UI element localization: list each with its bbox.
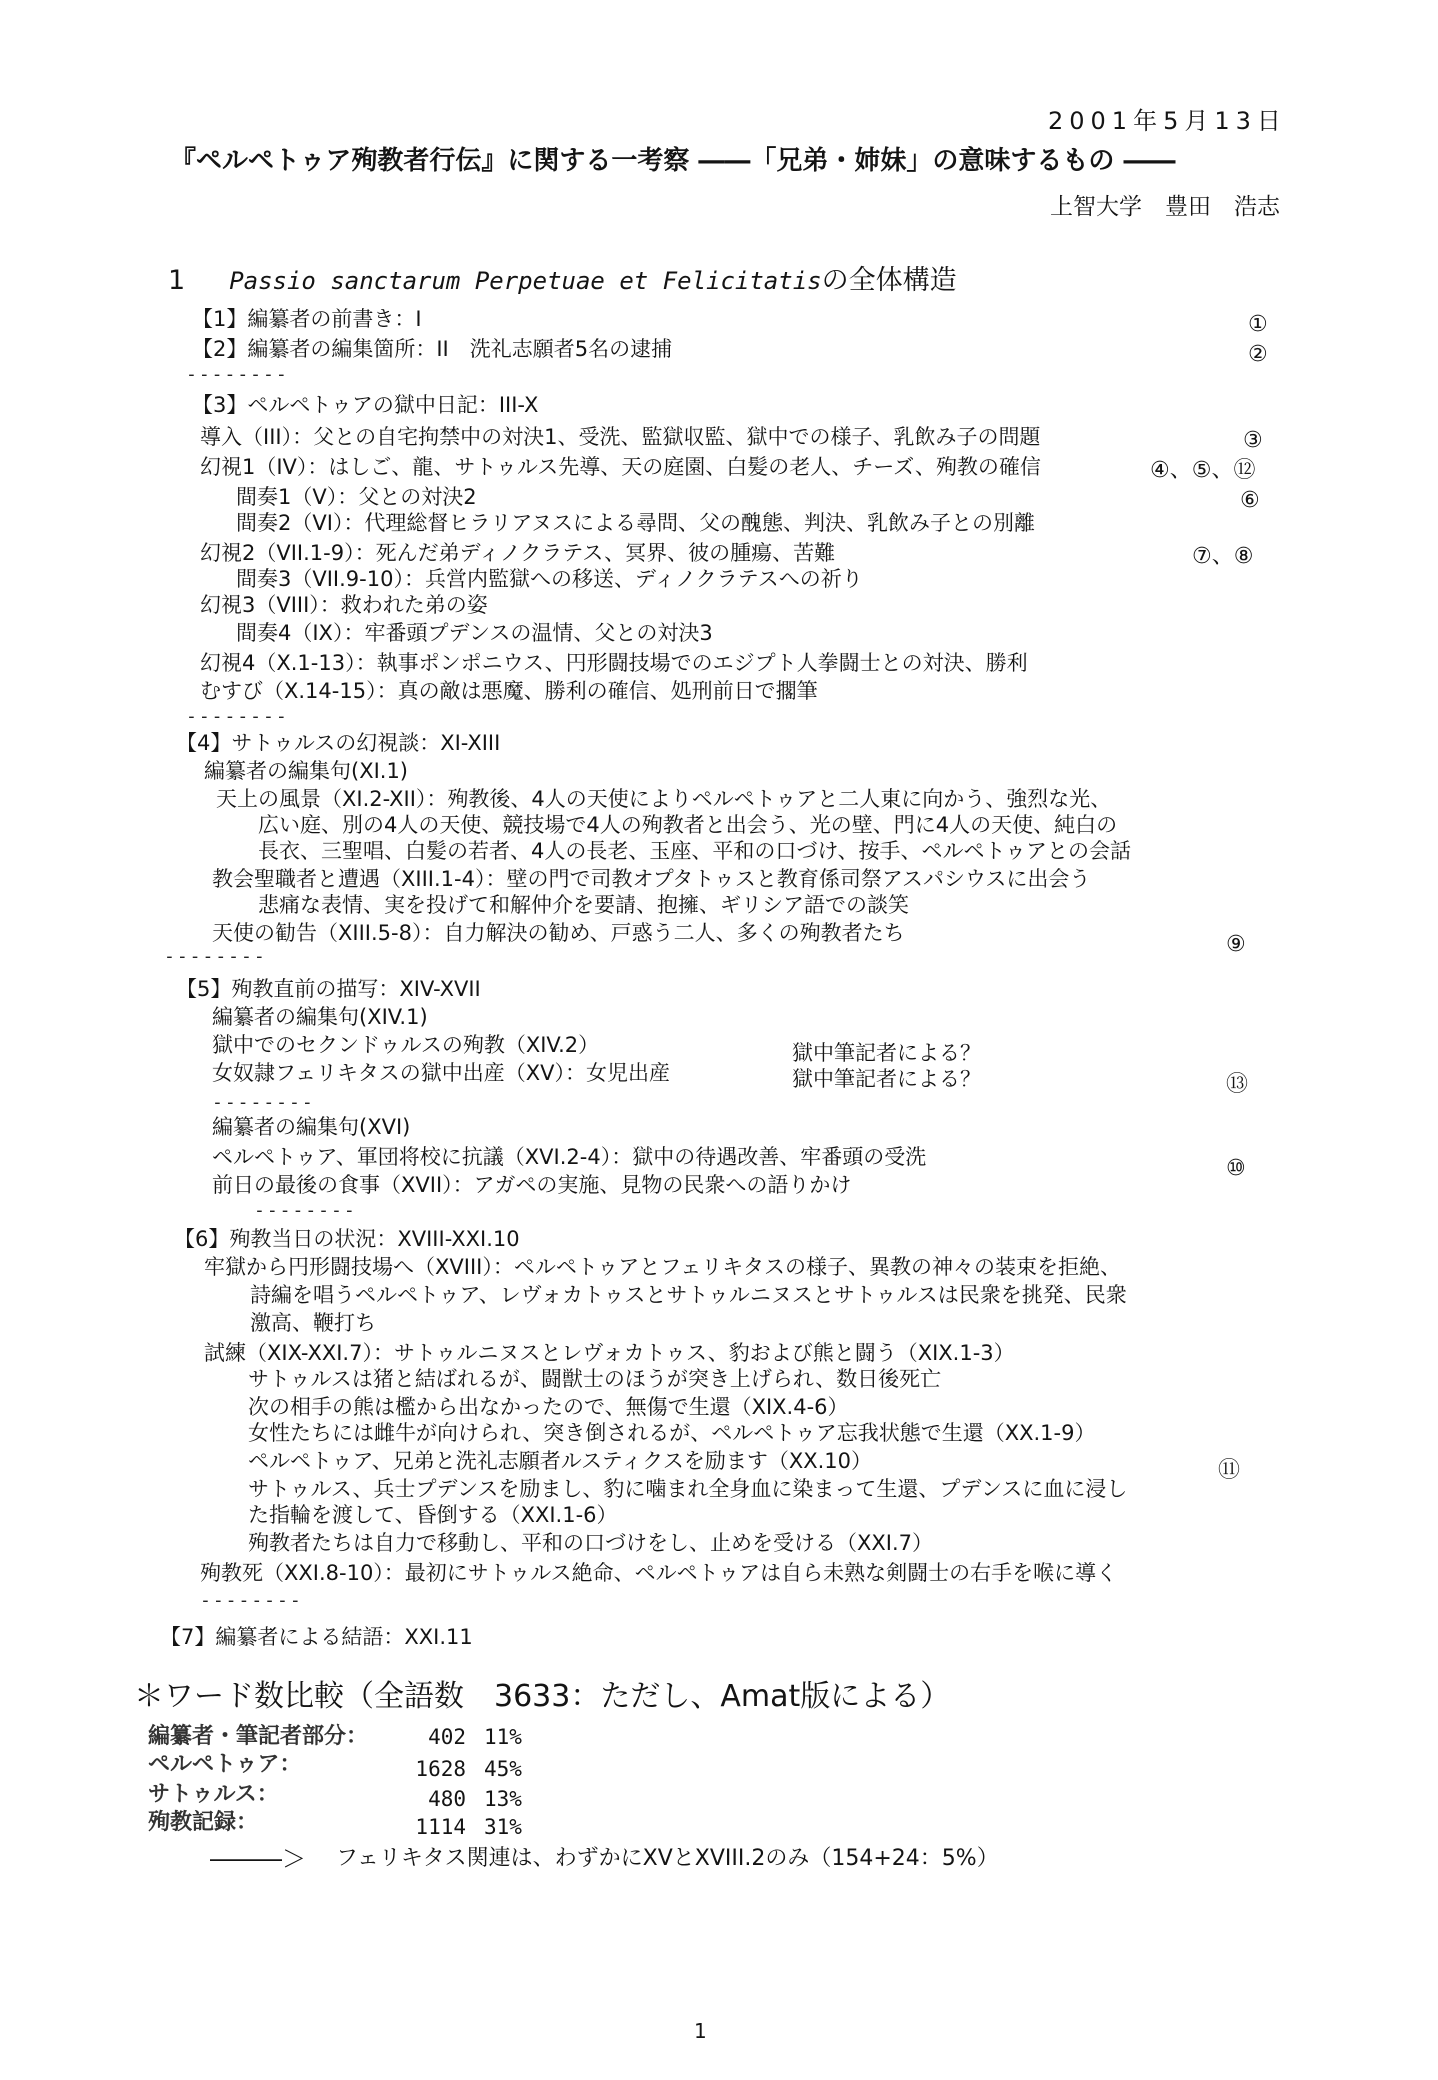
martyrdom-line: 殉教死（XXI.8-10）：最初にサトゥルス絶命、ペルペトゥアは自ら未熟な剣闘士の右手を喉に導く xyxy=(200,1561,1118,1585)
word-count-value: 1114 xyxy=(415,1815,466,1839)
prelude-line: 獄中でのセクンドゥルスの殉教（XIV.2） xyxy=(212,1033,600,1057)
prelude-line: 編纂者の編集句(XVI) xyxy=(212,1115,411,1139)
divider: -------- xyxy=(186,364,289,385)
diary-line: 間奏3（VII.9-10）：兵営内監獄への移送、ディノクラテスへの祈り xyxy=(236,567,863,591)
diary-line: 幻視4（X.1-13）：執事ポンポニウス、円形闘技場でのエジプト人拳闘士との対決、勝利 xyxy=(200,651,1028,675)
author-affiliation: 上智大学 豊田 浩志 xyxy=(1050,194,1280,220)
prelude-line: ペルペトゥア、軍団将校に抗議（XVI.2-4）：獄中の待遇改善、牢番頭の受洗 xyxy=(212,1145,927,1169)
prelude-note: 獄中筆記者による？ xyxy=(792,1067,981,1091)
word-count-value: 402 xyxy=(428,1725,466,1749)
prelude-line: 前日の最後の食事（XVII）：アガペの実施、見物の民衆への語りかけ xyxy=(212,1173,852,1197)
diary-line: 幻視2（VII.1-9）：死んだ弟ディノクラテス、冥界、彼の腫瘍、苦難 xyxy=(200,541,836,565)
prelude-line: 女奴隷フェリキタスの獄中出産（XV）：女児出産 xyxy=(212,1061,670,1085)
word-count-percent: 13% xyxy=(484,1787,522,1811)
prelude-line: 編纂者の編集句(XIV.1) xyxy=(212,1005,428,1029)
word-count-label: 編纂者・筆記者部分： xyxy=(148,1724,369,1749)
diary-line: 間奏2（VI）：代理総督ヒラリアヌスによる尋問、父の醜態、判決、乳飲み子との別離 xyxy=(236,511,1035,535)
divider: -------- xyxy=(186,706,289,727)
outline-item-2: 【2】編纂者の編集箇所：II 洗礼志願者5名の逮捕 xyxy=(192,337,673,361)
word-count-label: サトゥルス： xyxy=(148,1782,279,1807)
word-count-percent: 11% xyxy=(484,1725,522,1749)
marker-13: ⑬ xyxy=(1226,1072,1249,1097)
diary-line: 間奏1（V）：父との対決2 xyxy=(236,485,477,509)
vision-line: 悲痛な表情、実を投げて和解仲介を要請、抱擁、ギリシア語での談笑 xyxy=(258,893,909,917)
vision-line: 編纂者の編集句(XI.1) xyxy=(204,759,409,783)
outline-item-3: 【3】ペルペトゥアの獄中日記：III-X xyxy=(192,393,539,417)
word-count-label: 殉教記録： xyxy=(148,1810,259,1835)
word-count-label: ペルペトゥア： xyxy=(148,1752,302,1777)
divider: -------- xyxy=(254,1200,357,1221)
martyrdom-line: 詩編を唱うペルペトゥア、レヴォカトゥスとサトゥルニヌスとサトゥルスは民衆を挑発、民衆 xyxy=(250,1283,1127,1307)
outline-item-5: 【5】殉教直前の描写：XIV-XVII xyxy=(176,977,481,1001)
martyrdom-line: サトゥルス、兵士プデンスを励まし、豹に噛まれ全身血に染まって生還、プデンスに血に浸し xyxy=(248,1477,1128,1501)
latin-title: Passio sanctarum Perpetuae et Felicitatis xyxy=(229,267,822,295)
vision-line: 天使の勧告（XIII.5-8）：自力解決の勧め、戸惑う二人、多くの殉教者たち xyxy=(212,921,905,945)
divider: -------- xyxy=(164,946,267,967)
martyrdom-line: ペルペトゥア、兄弟と洗礼志願者ルスティクスを励ます（XX.10） xyxy=(248,1449,873,1473)
outline-item-1: 【1】編纂者の前書き：I xyxy=(192,307,422,331)
martyrdom-line: 女性たちには雌牛が向けられ、突き倒されるが、ペルペトゥア忘我状態で生還（XX.1-9） xyxy=(248,1421,1096,1445)
page-number: 1 xyxy=(694,2019,707,2043)
prelude-note: 獄中筆記者による？ xyxy=(792,1041,981,1065)
vision-line: 長衣、三聖唱、白髪の若者、4人の長老、玉座、平和の口づけ、按手、ペルペトゥアとの会話 xyxy=(258,839,1131,863)
marker-2: ② xyxy=(1248,342,1268,367)
arrow: ―――＞ xyxy=(210,1845,306,1873)
word-count-value: 480 xyxy=(428,1787,466,1811)
section-heading xyxy=(168,265,957,296)
martyrdom-line: 試練（XIX-XXI.7）：サトゥルニヌスとレヴォカトゥス、豹および熊と闘う（XIX.1-3） xyxy=(204,1341,1015,1365)
martyrdom-line: 激高、鞭打ち xyxy=(250,1311,376,1335)
section-title-suffix: の全体構造 xyxy=(821,265,957,296)
martyrdom-line: た指輪を渡して、昏倒する（XXI.1-6） xyxy=(248,1503,618,1527)
word-count-title: ＊ワード数比較（全語数 3633：ただし、Amat版による） xyxy=(134,1679,951,1714)
marker-4-5-12: ④、⑤、⑫ xyxy=(1150,458,1256,483)
martyrdom-line: サトゥルスは猪と結ばれるが、闘獣士のほうが突き上げられ、数日後死亡 xyxy=(248,1367,942,1391)
divider: -------- xyxy=(200,1590,303,1611)
document-date: 2001年5月13日 xyxy=(1048,107,1287,135)
diary-line: むすび（X.14-15）：真の敵は悪魔、勝利の確信、処刑前日で擱筆 xyxy=(200,679,818,703)
word-count-conclusion: フェリキタス関連は、わずかにXVとXVIII.2のみ（154+24：5%） xyxy=(336,1846,999,1871)
marker-10: ⑩ xyxy=(1226,1156,1246,1181)
vision-line: 天上の風景（XI.2-XII）：殉教後、4人の天使によりペルペトゥアと二人東に向かう、強烈な光、 xyxy=(216,787,1112,811)
divider: -------- xyxy=(212,1092,315,1113)
marker-7-8: ⑦、⑧ xyxy=(1192,544,1254,569)
outline-item-4: 【4】サトゥルスの幻視談：XI-XIII xyxy=(176,731,501,755)
outline-item-6: 【6】殉教当日の状況：XVIII-XXI.10 xyxy=(174,1227,520,1251)
vision-line: 教会聖職者と遭遇（XIII.1-4）：壁の門で司教オプタトゥスと教育係司祭アスパシウスに出会う xyxy=(212,867,1091,891)
vision-line: 広い庭、別の4人の天使、競技場で4人の殉教者と出会う、光の壁、門に4人の天使、純白の xyxy=(258,813,1118,837)
martyrdom-line: 殉教者たちは自力で移動し、平和の口づけをし、止めを受ける（XXI.7） xyxy=(248,1531,933,1555)
marker-6: ⑥ xyxy=(1240,488,1260,513)
document-title: 『ペルペトゥア殉教者行伝』に関する一考察 ――「兄弟・姉妹」の意味するもの ―― xyxy=(170,146,1176,176)
marker-3: ③ xyxy=(1243,428,1263,453)
marker-11: ⑪ xyxy=(1218,1458,1241,1483)
diary-line: 幻視3（VIII）：救われた弟の姿 xyxy=(200,593,488,617)
marker-9: ⑨ xyxy=(1226,932,1246,957)
word-count-percent: 31% xyxy=(484,1815,522,1839)
diary-line: 間奏4（IX）：牢番頭プデンスの温情、父との対決3 xyxy=(236,621,713,645)
diary-line: 幻視1（IV）：はしご、龍、サトゥルス先導、天の庭園、白髪の老人、チーズ、殉教の確信 xyxy=(200,455,1041,479)
diary-line: 導入（III）：父との自宅拘禁中の対決1、受洗、監獄収監、獄中での様子、乳飲み子の問題 xyxy=(200,425,1041,449)
word-count-percent: 45% xyxy=(484,1757,522,1781)
martyrdom-line: 牢獄から円形闘技場へ（XVIII）：ペルペトゥアとフェリキタスの様子、異教の神々の装束を拒絶、 xyxy=(204,1255,1122,1279)
word-count-value: 1628 xyxy=(415,1757,466,1781)
section-number: 1 xyxy=(168,265,186,296)
marker-1: ① xyxy=(1248,312,1268,337)
martyrdom-line: 次の相手の熊は檻から出なかったので、無傷で生還（XIX.4-6） xyxy=(248,1395,849,1419)
outline-item-7: 【7】編纂者による結語：XXI.11 xyxy=(160,1625,473,1649)
